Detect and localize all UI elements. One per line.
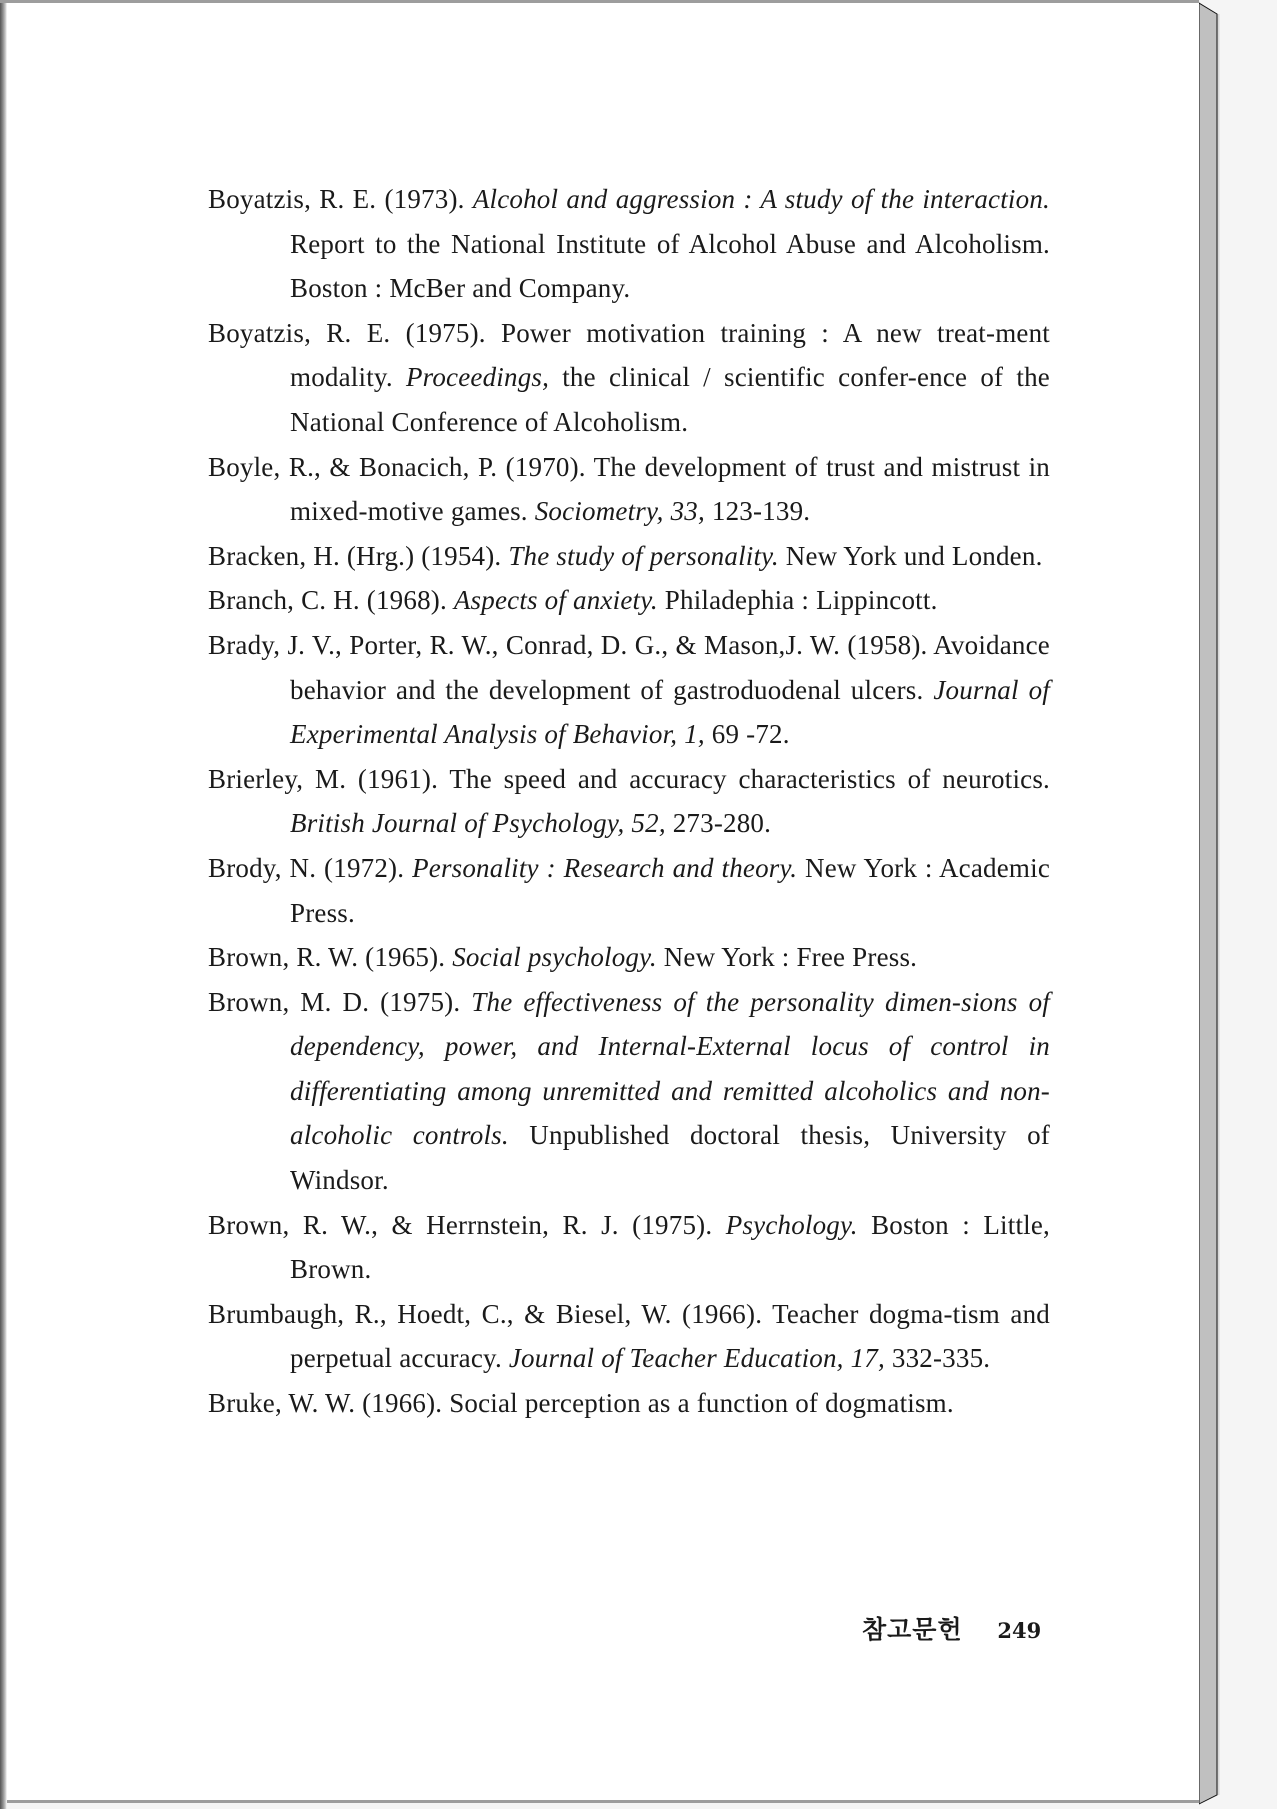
reference-text: the clinical / scientific confer-ence of the National Conference of Alcoholism. <box>290 362 1050 437</box>
reference-entry <box>208 177 1050 311</box>
reference-text: Brody, N. (1972). <box>208 852 413 883</box>
reference-text: New York und Londen. <box>778 540 1043 571</box>
reference-italic-text: Proceedings, <box>405 362 550 393</box>
reference-entry <box>208 757 1050 846</box>
reference-text: Boston : Little, Brown. <box>290 1209 1050 1285</box>
reference-text: Brown, R. W., & Herrnstein, R. J. (1975). <box>208 1209 726 1240</box>
reference-list <box>208 177 1050 1426</box>
reference-entry <box>208 623 1050 757</box>
page-left-edge <box>0 3 7 1809</box>
reference-entry <box>208 445 1050 534</box>
reference-italic-text: Aspects of anxiety. <box>453 585 658 616</box>
reference-entry <box>208 578 1050 623</box>
reference-italic-text: Sociometry, 33, <box>534 496 705 527</box>
reference-italic-text: The effectiveness of the personality dimen-sions of dependency, power, and Internal-External locus of control in differentiating among unremitted and remitted alcoholics and non-alcoholic controls. <box>290 986 1051 1151</box>
reference-entry <box>208 846 1050 935</box>
reference-text: 332-335. <box>884 1343 991 1374</box>
reference-entry <box>208 935 1050 980</box>
page-spine-edge <box>1199 0 1221 1806</box>
reference-text: Bruke, W. W. (1966). Social perception as a function of dogmatism. <box>208 1388 954 1419</box>
reference-text: 273-280. <box>665 808 772 839</box>
reference-text: Report to the National Institute of Alcohol Abuse and Alcoholism. Boston : McBer and Company. <box>290 228 1050 304</box>
reference-text: New York : Academic Press. <box>290 852 1051 928</box>
reference-text: Boyatzis, R. E. (1973). <box>208 184 473 214</box>
reference-italic-text: Social psychology. <box>452 942 657 973</box>
reference-entry <box>208 1381 1050 1426</box>
reference-italic-text: The study of personality. <box>508 540 779 571</box>
reference-text: Boyle, R., & Bonacich, P. (1970). The development of trust and mistrust in mixed-motive games. <box>208 451 1050 527</box>
reference-text: Philadephia : Lippincott. <box>657 585 938 616</box>
reference-text: 123-139. <box>704 496 811 527</box>
reference-entry <box>208 534 1050 579</box>
reference-text: Bracken, H. (Hrg.) (1954). <box>208 540 509 571</box>
reference-entry <box>208 311 1050 445</box>
reference-entry <box>208 1203 1050 1292</box>
reference-text: Brown, M. D. (1975). <box>208 986 472 1017</box>
reference-entry <box>208 980 1050 1203</box>
reference-text: Boyatzis, R. E. (1975). Power motivation training : A new treat-ment modality. <box>208 317 1050 393</box>
page-number: 249 <box>997 1618 1042 1643</box>
reference-text: 69 -72. <box>704 719 790 750</box>
reference-text: New York : Free Press. <box>656 942 918 973</box>
page-thickness-shape <box>1199 0 1223 1806</box>
reference-italic-text: Personality : Research and theory. <box>412 852 798 883</box>
reference-text: Brady, J. V., Porter, R. W., Conrad, D. G., & Mason,J. W. (1958). Avoidance behavior and the development of gastroduodenal ulcers. <box>208 629 1050 705</box>
reference-text: Unpublished doctoral thesis, University of Windsor. <box>290 1120 1050 1196</box>
running-head: 참고문헌 <box>862 1615 963 1644</box>
reference-italic-text: Psychology. <box>725 1209 858 1240</box>
reference-text: Brierley, M. (1961). The speed and accuracy characteristics of neurotics. <box>208 763 1050 794</box>
page-footer <box>862 1611 1041 1649</box>
reference-italic-text: British Journal of Psychology, 52, <box>290 808 666 839</box>
reference-italic-text: Journal of Teacher Education, 17, <box>508 1343 885 1374</box>
reference-text: Brown, R. W. (1965). <box>208 942 453 973</box>
reference-italic-text: Journal of Experimental Analysis of Behavior, 1, <box>290 674 1050 750</box>
reference-text: Branch, C. H. (1968). <box>208 585 454 616</box>
reference-text: Brumbaugh, R., Hoedt, C., & Biesel, W. (1966). Teacher dogma-tism and perpetual accuracy. <box>208 1298 1050 1374</box>
reference-entry <box>208 1292 1050 1381</box>
reference-italic-text: Alcohol and aggression : A study of the interaction. <box>472 184 1050 214</box>
